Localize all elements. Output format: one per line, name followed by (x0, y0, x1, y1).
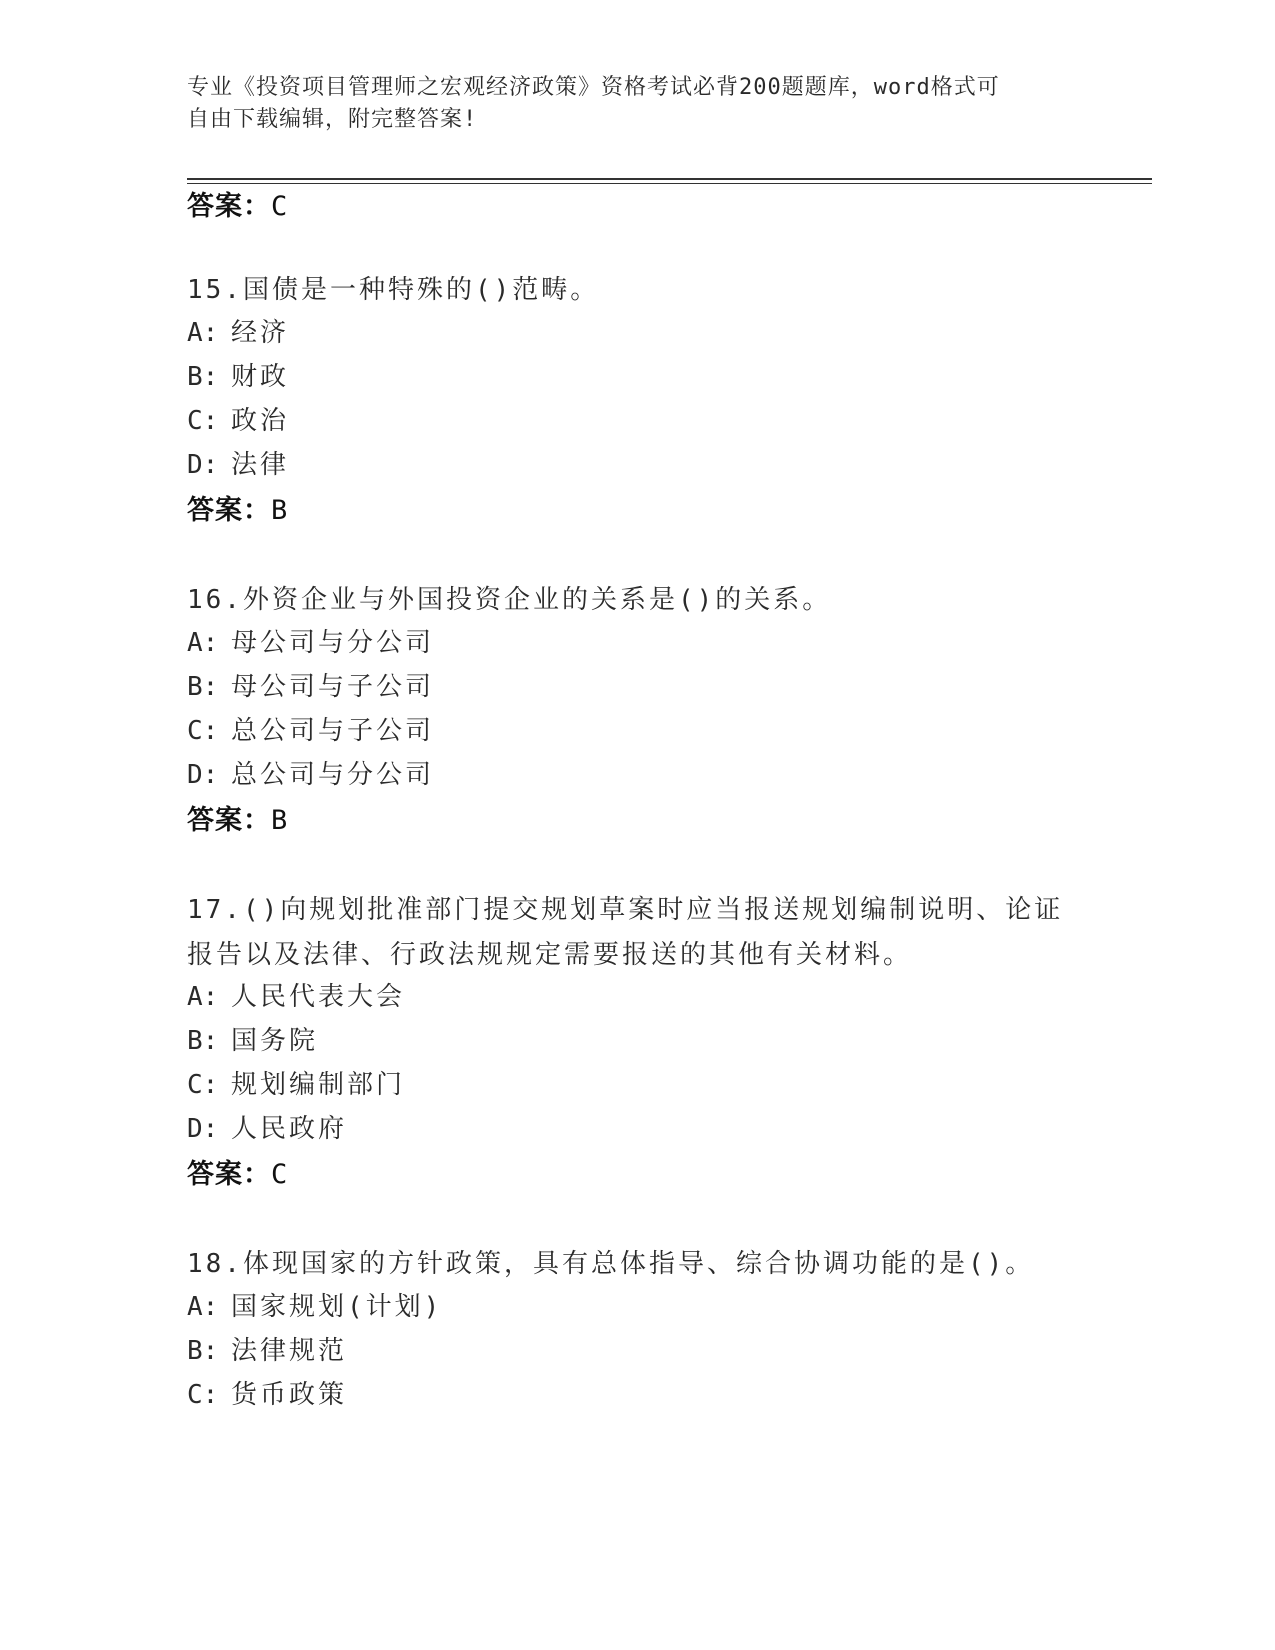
question-stem: 17.()向规划批准部门提交规划草案时应当报送规划编制说明、论证报告以及法律、行政法规规定需要报送的其他有关材料。 (187, 895, 1064, 970)
option-label: C: (187, 1380, 219, 1410)
option-text: 财政 (231, 362, 290, 392)
option-c (187, 1068, 405, 1102)
option-label: B: (187, 362, 219, 392)
answer-label: 答案： (187, 805, 271, 836)
answer-line (187, 1158, 288, 1192)
answer-label: 答案： (187, 1159, 271, 1190)
header-line-2: 自由下载编辑，附完整答案! (187, 107, 478, 132)
document-header (187, 72, 1067, 136)
option-label: A: (187, 982, 219, 1012)
option-text: 人民政府 (231, 1114, 348, 1144)
option-label: C: (187, 406, 219, 436)
option-text: 法律规范 (231, 1336, 348, 1366)
option-b (187, 1334, 347, 1368)
option-text: 货币政策 (231, 1380, 348, 1410)
option-c (187, 404, 289, 438)
option-text: 母公司与分公司 (231, 628, 435, 658)
answer-line (187, 804, 288, 838)
option-c (187, 714, 434, 748)
option-label: D: (187, 760, 219, 790)
answer-line (187, 494, 288, 528)
option-text: 经济 (231, 318, 290, 348)
option-b (187, 670, 434, 704)
answer-value: C (271, 1159, 289, 1190)
option-text: 人民代表大会 (231, 982, 406, 1012)
option-text: 国家规划(计划) (231, 1292, 443, 1322)
header-divider-thin (187, 183, 1152, 184)
option-label: B: (187, 672, 219, 702)
option-b (187, 1024, 318, 1058)
header-line-1: 专业《投资项目管理师之宏观经济政策》资格考试必背200题题库，word格式可 (187, 75, 1000, 100)
option-label: C: (187, 716, 219, 746)
option-label: D: (187, 1114, 219, 1144)
header-divider (187, 178, 1152, 180)
option-text: 规划编制部门 (231, 1070, 406, 1100)
answer-label: 答案： (187, 191, 271, 222)
question-stem: 18.体现国家的方针政策，具有总体指导、综合协调功能的是()。 (187, 1249, 1035, 1279)
option-label: A: (187, 318, 219, 348)
answer-label: 答案： (187, 495, 271, 526)
option-a (187, 980, 405, 1014)
answer-value: B (271, 805, 289, 836)
answer-value: C (271, 191, 289, 222)
option-text: 母公司与子公司 (231, 672, 435, 702)
option-d (187, 1112, 347, 1146)
question-stem: 15.国债是一种特殊的()范畴。 (187, 275, 600, 305)
option-label: C: (187, 1070, 219, 1100)
option-label: B: (187, 1336, 219, 1366)
option-b (187, 360, 289, 394)
option-a (187, 626, 434, 660)
option-label: B: (187, 1026, 219, 1056)
option-text: 法律 (231, 450, 290, 480)
option-a (187, 1290, 442, 1324)
option-label: D: (187, 450, 219, 480)
option-a (187, 316, 289, 350)
option-c (187, 1378, 347, 1412)
option-text: 政治 (231, 406, 290, 436)
option-d (187, 448, 289, 482)
option-label: A: (187, 1292, 219, 1322)
answer-value: B (271, 495, 289, 526)
option-label: A: (187, 628, 219, 658)
option-text: 总公司与子公司 (231, 716, 435, 746)
question-stem: 16.外资企业与外国投资企业的关系是()的关系。 (187, 585, 832, 615)
option-d (187, 758, 434, 792)
option-text: 国务院 (231, 1026, 319, 1056)
option-text: 总公司与分公司 (231, 760, 435, 790)
answer-line (187, 190, 288, 224)
